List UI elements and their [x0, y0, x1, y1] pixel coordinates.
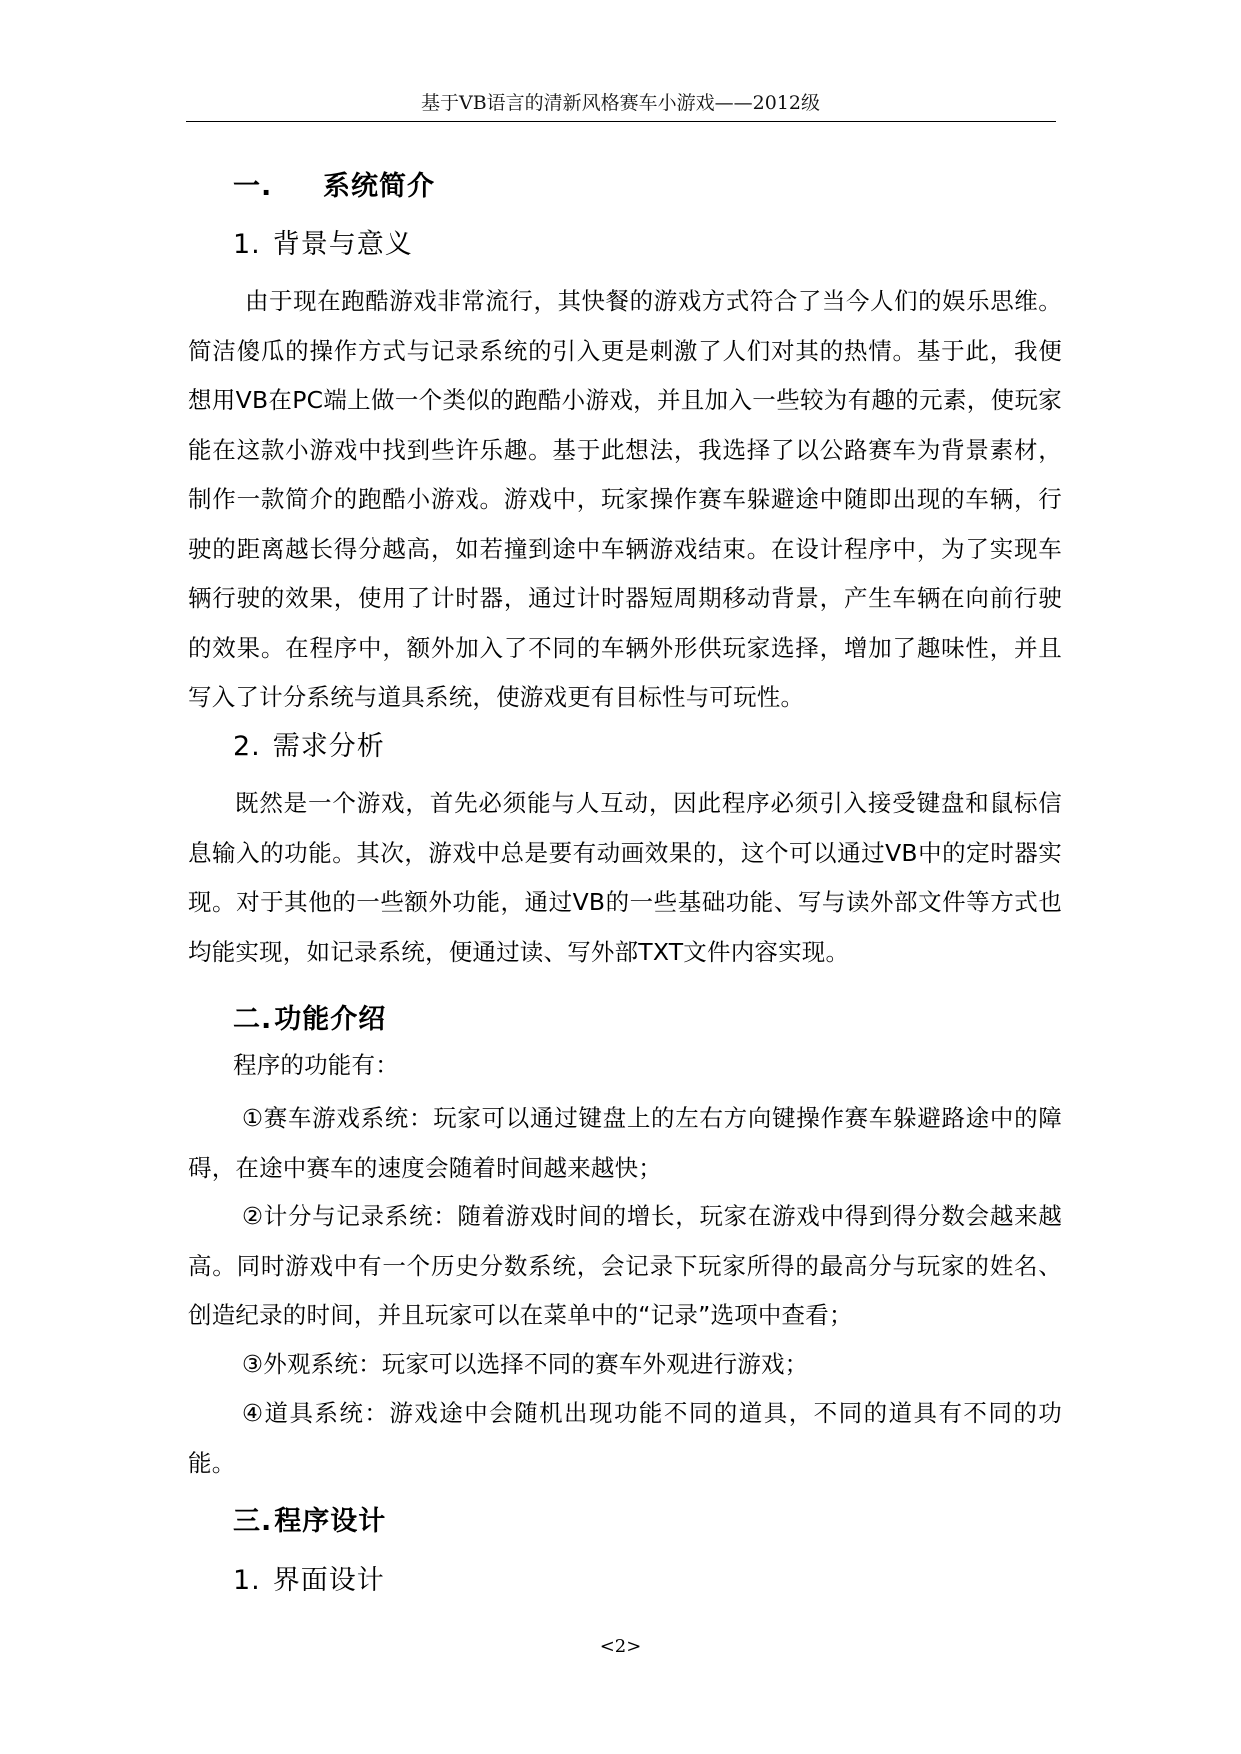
- section-title: 系统简介: [323, 171, 435, 202]
- subsection-number: 2.: [233, 731, 261, 762]
- section-title: 程序设计: [274, 1506, 387, 1537]
- paragraph-background: 由于现在跑酷游戏非常流行，其快餐的游戏方式符合了当今人们的娱乐思维。简洁傻瓜的操作方式与记录系统的引入更是刺激了人们对其的热情。基于此，我便想用VB在PC端上做一个类似的跑酷小游戏，并且加入一些较为有趣的元素，使玩家能在这款小游戏中找到些许乐趣。基于此想法，我选择了以公路赛车为背景素材，制作一款简介的跑酷小游戏。游戏中，玩家操作赛车躲避途中随即出现的车辆，行驶的距离越长得分越高，如若撞到途中车辆游戏结束。在设计程序中，为了实现车辆行驶的效果，使用了计时器，通过计时器短周期移动背景，产生车辆在向前行驶的效果。在程序中，额外加入了不同的车辆外形供玩家选择，增加了趣味性，并且写入了计分系统与道具系统，使游戏更有目标性与可玩性。: [188, 287, 1062, 711]
- subsection-heading-1-2: [233, 724, 385, 763]
- section-heading-1: [233, 164, 435, 203]
- function-item-3: ③外观系统：玩家可以选择不同的赛车外观进行游戏；: [242, 1350, 809, 1378]
- running-header: 基于VB语言的清新风格赛车小游戏——2012级: [420, 92, 821, 114]
- section-number: 二.: [233, 1004, 273, 1035]
- page-number: <2>: [599, 1636, 642, 1657]
- paragraph-requirements: 既然是一个游戏，首先必须能与人互动，因此程序必须引入接受键盘和鼠标信息输入的功能。其次，游戏中总是要有动画效果的，这个可以通过VB中的定时器实现。对于其他的一些额外功能，通过VB的一些基础功能、写与读外部文件等方式也均能实现，如记录系统，便通过读、写外部TXT文件内容实现。: [188, 789, 1062, 966]
- subsection-title: 界面设计: [272, 1565, 385, 1596]
- function-item-1: ①赛车游戏系统：玩家可以通过键盘上的左右方向键操作赛车躲避路途中的障碍，在途中赛车的速度会随着时间越来越快；: [188, 1104, 1062, 1182]
- subsection-heading-3-1: [233, 1558, 385, 1597]
- subsection-number: 1.: [233, 229, 261, 260]
- section-title: 功能介绍: [274, 1004, 387, 1035]
- header-rule: [186, 121, 1056, 122]
- subsection-number: 1.: [233, 1565, 261, 1596]
- section-number: 一.: [233, 171, 273, 202]
- section-heading-3: [233, 1499, 386, 1538]
- functions-intro: 程序的功能有：: [233, 1051, 399, 1079]
- section-number: 三.: [233, 1506, 273, 1537]
- function-item-2: ②计分与记录系统：随着游戏时间的增长，玩家在游戏中得到得分数会越来越高。同时游戏中有一个历史分数系统，会记录下玩家所得的最高分与玩家的姓名、创造纪录的时间，并且玩家可以在菜单中的“记录”选项中查看；: [188, 1202, 1062, 1329]
- section-heading-2: [233, 997, 386, 1036]
- subsection-title: 需求分析: [272, 731, 385, 762]
- subsection-heading-1-1: [233, 222, 413, 261]
- subsection-title: 背景与意义: [272, 229, 413, 260]
- function-item-4: ④道具系统：游戏途中会随机出现功能不同的道具，不同的道具有不同的功能。: [188, 1399, 1062, 1477]
